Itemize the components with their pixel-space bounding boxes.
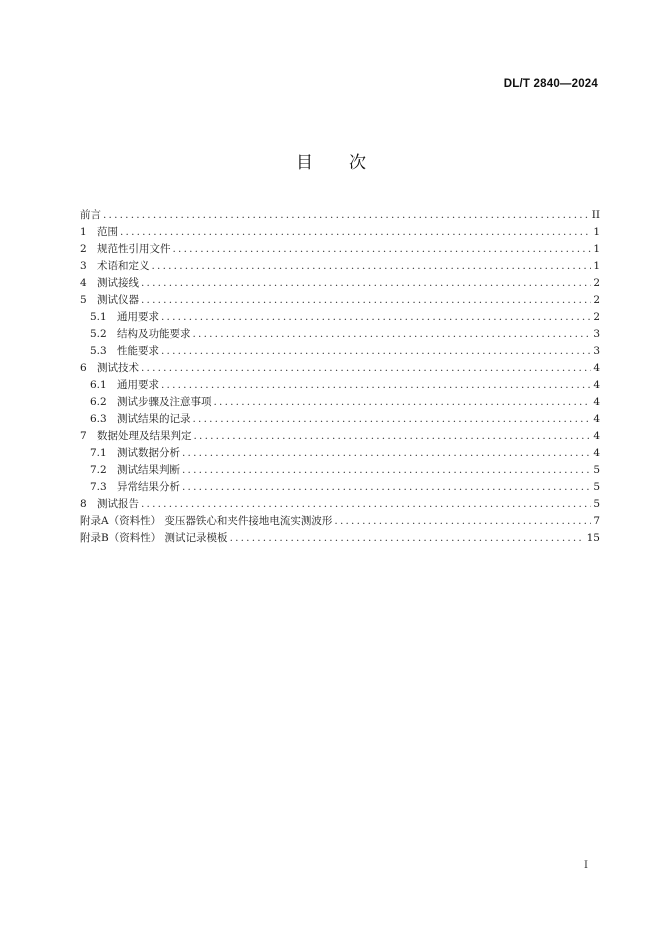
- toc-entry[interactable]: [80, 241, 600, 258]
- toc-entry[interactable]: [80, 496, 600, 513]
- toc-entry-page: 15: [586, 532, 600, 544]
- toc-entry-page: 1: [593, 226, 600, 238]
- toc-entry[interactable]: [80, 309, 600, 326]
- toc-dot-leader: [141, 292, 591, 309]
- toc-entry-label: 测试结果的记录: [117, 413, 191, 425]
- toc-entry-number: 7.1: [90, 447, 107, 459]
- toc-entry-page: 7: [593, 515, 600, 527]
- toc-entry[interactable]: [80, 394, 600, 411]
- toc-entry-page: 2: [593, 294, 600, 306]
- toc-entry-page: 3: [593, 328, 600, 340]
- toc-entry[interactable]: [80, 428, 600, 445]
- toc-entry-label: 范围: [97, 226, 118, 238]
- toc-entry-page: 2: [593, 311, 600, 323]
- toc-dot-leader: [173, 241, 592, 258]
- toc-entry-label: 结构及功能要求: [117, 328, 191, 340]
- toc-entry-number: 6.1: [90, 379, 107, 391]
- toc-dot-leader: [161, 343, 591, 360]
- toc-entry[interactable]: [80, 360, 600, 377]
- toc-entry-label: 测试结果判断: [117, 464, 180, 476]
- toc-entry-page: 5: [593, 481, 600, 493]
- toc-entry-number: 2: [80, 243, 87, 255]
- toc-entry-page: 4: [593, 447, 600, 459]
- page-title: 目次: [296, 153, 402, 173]
- table-of-contents: [80, 207, 600, 547]
- toc-entry[interactable]: [80, 462, 600, 479]
- toc-entry-page: 4: [593, 396, 600, 408]
- toc-dot-leader: [182, 479, 591, 496]
- toc-dot-leader: [141, 275, 591, 292]
- toc-entry[interactable]: [80, 479, 600, 496]
- toc-entry-number: 7.3: [90, 481, 107, 493]
- toc-entry-page: 3: [593, 345, 600, 357]
- toc-dot-leader: [193, 326, 592, 343]
- toc-entry[interactable]: [80, 411, 600, 428]
- toc-entry-label: 附录A（资料性） 变压器铁心和夹件接地电流实测波形: [80, 515, 333, 527]
- toc-entry-label: 测试数据分析: [117, 447, 180, 459]
- toc-entry-number: 8: [80, 498, 87, 510]
- toc-dot-leader: [103, 207, 590, 224]
- toc-dot-leader: [230, 530, 585, 547]
- toc-entry-label: 前言: [80, 209, 101, 221]
- toc-entry-page: 1: [593, 243, 600, 255]
- toc-entry-page: 4: [593, 379, 600, 391]
- toc-dot-leader: [182, 445, 591, 462]
- toc-entry[interactable]: [80, 224, 600, 241]
- toc-entry-label: 测试仪器: [97, 294, 139, 306]
- toc-entry-page: 4: [593, 430, 600, 442]
- page-number: I: [584, 860, 588, 871]
- toc-entry[interactable]: [80, 258, 600, 275]
- toc-entry[interactable]: [80, 292, 600, 309]
- toc-dot-leader: [152, 258, 592, 275]
- toc-entry-number: 1: [80, 226, 87, 238]
- toc-entry-page: 4: [593, 362, 600, 374]
- toc-entry-page: 4: [593, 413, 600, 425]
- toc-entry-number: 6: [80, 362, 87, 374]
- toc-entry-page: 2: [593, 277, 600, 289]
- toc-entry-page: 1: [593, 260, 600, 272]
- toc-entry-number: 5.3: [90, 345, 107, 357]
- toc-entry-number: 3: [80, 260, 87, 272]
- toc-dot-leader: [194, 428, 592, 445]
- toc-entry-label: 附录B（资料性） 测试记录模板: [80, 532, 228, 544]
- toc-entry[interactable]: [80, 530, 600, 547]
- toc-dot-leader: [334, 513, 591, 530]
- toc-dot-leader: [182, 462, 591, 479]
- toc-entry-label: 异常结果分析: [117, 481, 180, 493]
- toc-dot-leader: [193, 411, 592, 428]
- toc-entry-label: 通用要求: [117, 379, 159, 391]
- toc-entry-label: 测试报告: [97, 498, 139, 510]
- toc-entry[interactable]: [80, 275, 600, 292]
- toc-entry-label: 数据处理及结果判定: [97, 430, 192, 442]
- toc-entry-number: 7.2: [90, 464, 107, 476]
- toc-entry[interactable]: [80, 343, 600, 360]
- toc-entry-number: 7: [80, 430, 87, 442]
- toc-entry-number: 5.2: [90, 328, 107, 340]
- toc-entry-number: 6.2: [90, 396, 107, 408]
- toc-entry[interactable]: [80, 326, 600, 343]
- toc-entry-page: 5: [593, 464, 600, 476]
- toc-dot-leader: [120, 224, 591, 241]
- toc-dot-leader: [141, 496, 591, 513]
- toc-entry[interactable]: [80, 207, 600, 224]
- toc-entry[interactable]: [80, 445, 600, 462]
- toc-entry-label: 术语和定义: [97, 260, 150, 272]
- toc-entry-label: 测试接线: [97, 277, 139, 289]
- toc-dot-leader: [214, 394, 592, 411]
- toc-entry-label: 性能要求: [117, 345, 159, 357]
- toc-entry-number: 6.3: [90, 413, 107, 425]
- toc-entry-label: 规范性引用文件: [97, 243, 171, 255]
- toc-entry-number: 5.1: [90, 311, 107, 323]
- toc-dot-leader: [141, 360, 591, 377]
- toc-entry-label: 测试技术: [97, 362, 139, 374]
- toc-entry-page: II: [591, 209, 600, 221]
- toc-entry-page: 5: [593, 498, 600, 510]
- toc-entry-label: 测试步骤及注意事项: [117, 396, 212, 408]
- toc-entry[interactable]: [80, 377, 600, 394]
- toc-entry-number: 4: [80, 277, 87, 289]
- toc-entry-label: 通用要求: [117, 311, 159, 323]
- standard-code: DL/T 2840—2024: [503, 78, 598, 90]
- toc-dot-leader: [161, 309, 591, 326]
- toc-entry[interactable]: [80, 513, 600, 530]
- toc-dot-leader: [161, 377, 591, 394]
- toc-entry-number: 5: [80, 294, 87, 306]
